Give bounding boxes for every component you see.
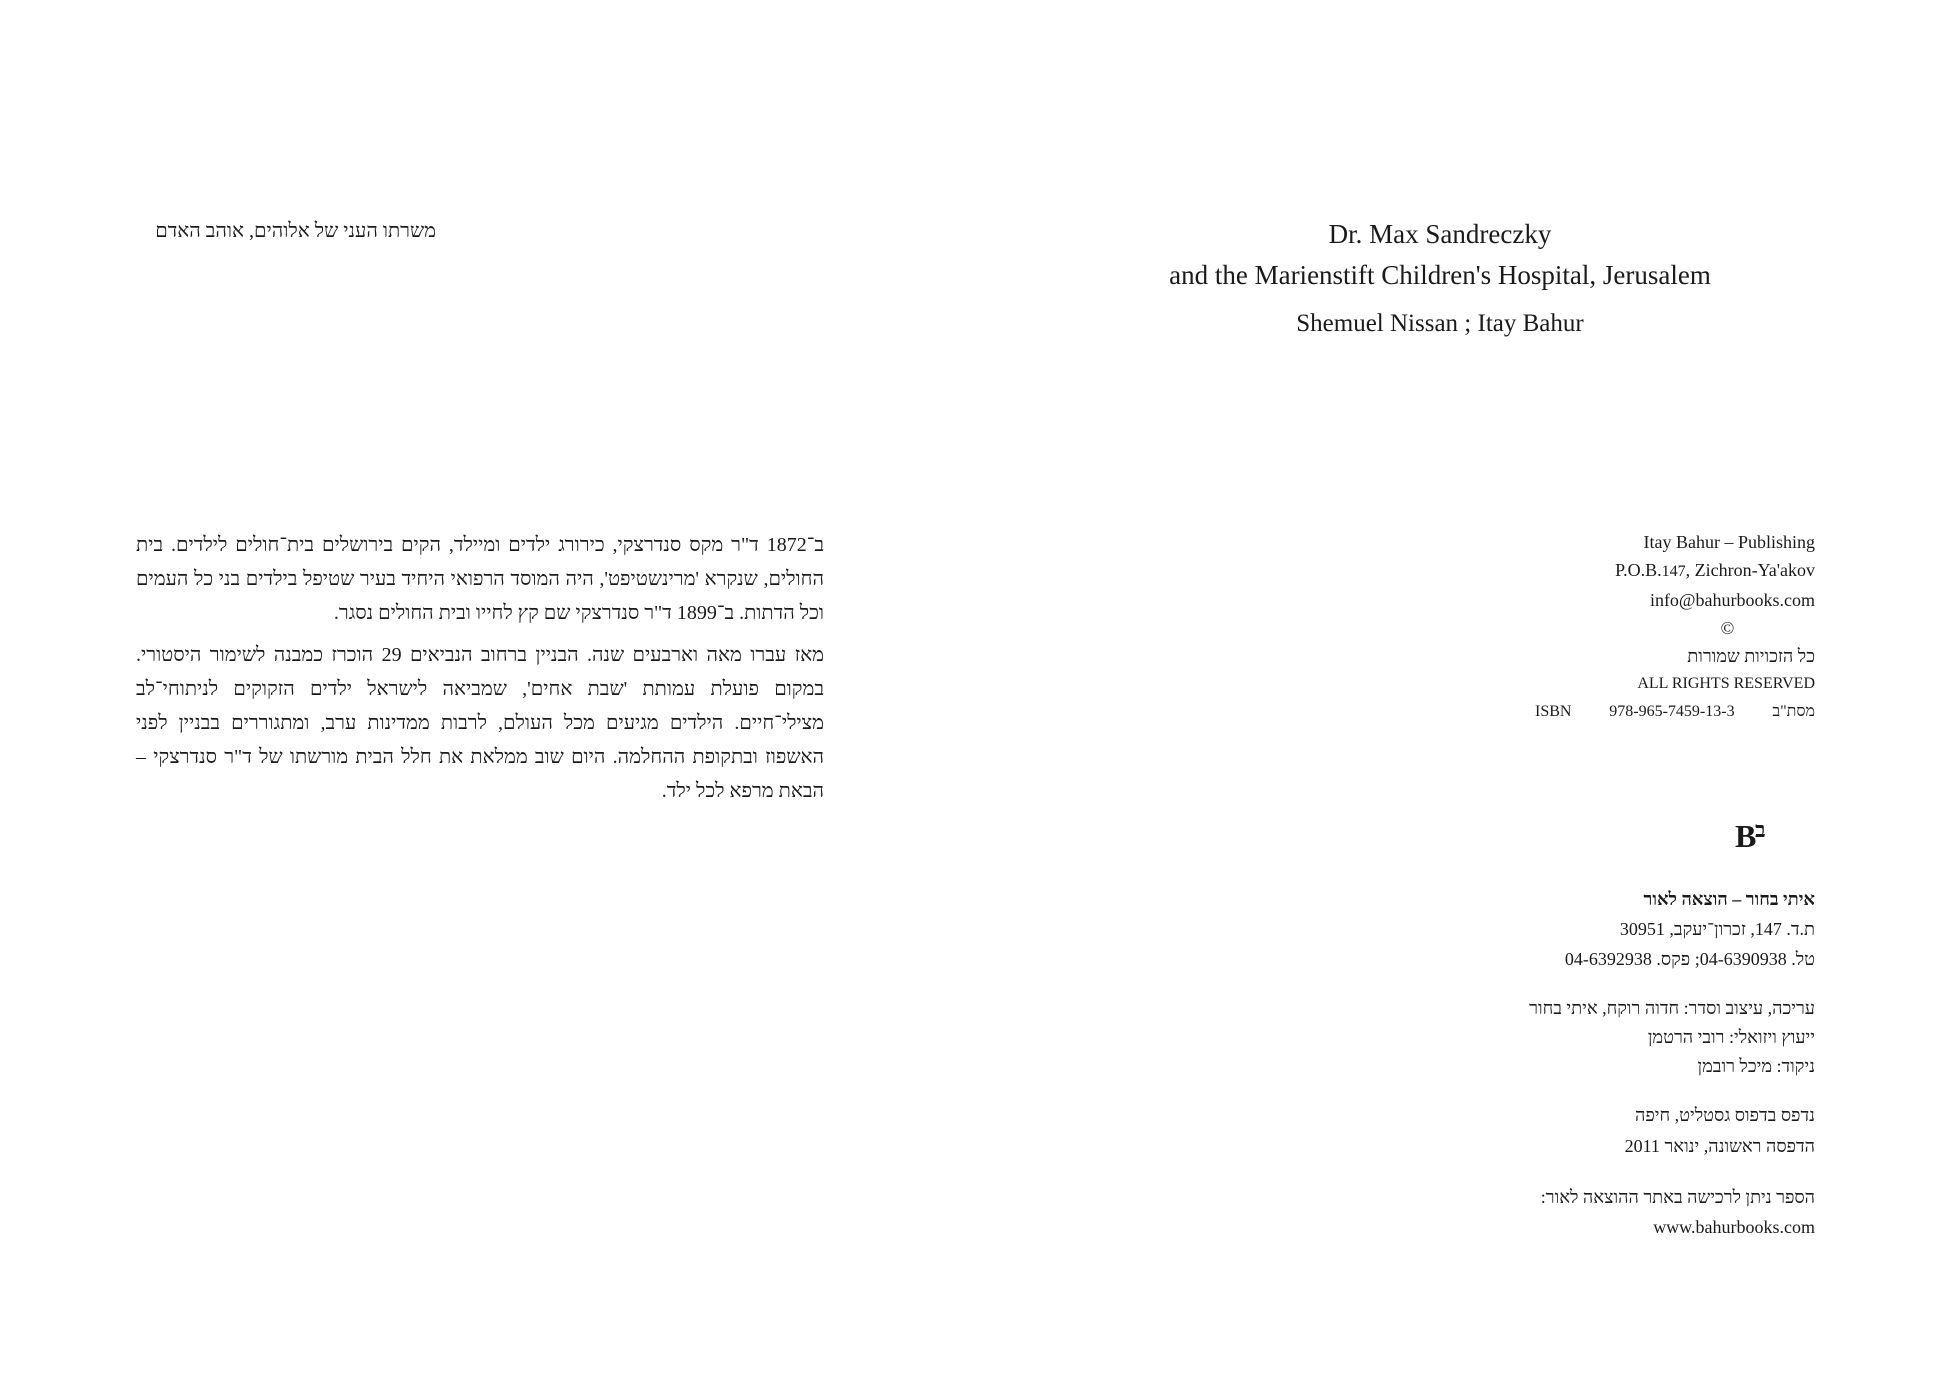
isbn-row bbox=[1535, 698, 1815, 726]
paragraph-present: מאז עברו מאה וארבעים שנה. הבניין ברחוב הנביאים 29 הוכרז כמבנה לשימור היסטורי. במקום פועלת עמותת 'שבת אחים', שמביאה לישראל ילדים הזקוקים לניתוחי־לב מצילי־חיים. הילדים מגיעים מכל העולם, לרבות ממדינות ערב, ומתגוררים בבניין לפני האשפוז ובתקופת ההחלמה. היום שוב ממלאת את חלל הבית מורשתו של ד"ר סנדרצקי – הבאת מרפא לכל ילד. bbox=[136, 644, 825, 802]
printer-he: נדפס בדפוס גסטליט, חיפה bbox=[1634, 1105, 1815, 1125]
publisher-email: info@bahurbooks.com bbox=[1649, 590, 1815, 610]
publisher-name-en: Itay Bahur – Publishing bbox=[1643, 532, 1815, 552]
publisher-logo bbox=[1735, 818, 1775, 854]
hebrew-publisher-info bbox=[1460, 884, 1815, 974]
logo-hebrew-letter: ב bbox=[1755, 817, 1766, 842]
credit-proofreading: ניקוד: מיכל רובמן bbox=[1697, 1056, 1815, 1076]
phone-fax-he: טל. 04-6390938; פקס. 04-6392938 bbox=[1564, 949, 1815, 969]
isbn-number: 978-965-7459-13-3 bbox=[1609, 703, 1735, 720]
website-url: www.bahurbooks.com bbox=[1653, 1217, 1815, 1237]
paragraph-history: ב־1872 ד"ר מקס סנדרצקי, כירורג ילדים ומיילד, הקים בירושלים בית־חולים לילדים. בית החולים, שנקרא 'מרינשטיפט', היה המוסד הרפואי היחיד בעיר שטיפל בילדים בני כל העמים וכל הדתות. ב־1899 ד"ר סנדרצקי שם קץ לחייו ובית החולים נסגר. bbox=[136, 534, 824, 624]
copyright-symbol: © bbox=[1720, 618, 1735, 638]
hebrew-tagline: משרתו העני של אלוהים, אוהב האדם bbox=[155, 220, 436, 242]
hebrew-body-text bbox=[136, 528, 824, 816]
book-title bbox=[1130, 214, 1750, 296]
publisher-name-he: איתי בחור – הוצאה לאור bbox=[1643, 889, 1815, 909]
po-box-en: P.O.B.147, Zichron-Ya'akov bbox=[1615, 560, 1815, 580]
purchase-note-he: הספר ניתן לרכישה באתר ההוצאה לאור: bbox=[1540, 1187, 1815, 1207]
book-authors: Shemuel Nissan ; Itay Bahur bbox=[1296, 310, 1584, 337]
title-line-2: and the Marienstift Children's Hospital, Jerusalem bbox=[1169, 260, 1711, 290]
credit-editing: עריכה, עיצוב וסדר: חדוה רוקח, איתי בחור bbox=[1529, 998, 1815, 1018]
title-line-1: Dr. Max Sandreczky bbox=[1328, 219, 1552, 249]
english-colophon bbox=[1460, 528, 1815, 726]
right-page bbox=[980, 0, 1960, 1396]
edition-he: הדפסה ראשונה, ינואר 2011 bbox=[1624, 1136, 1815, 1156]
logo-latin-letter: B bbox=[1735, 818, 1757, 854]
rights-reserved-en: ALL RIGHTS RESERVED bbox=[1637, 675, 1815, 692]
address-he: ת.ד. 147, זכרון־יעקב, 30951 bbox=[1619, 919, 1815, 939]
isbn-label-he: מסת"ב bbox=[1772, 703, 1815, 720]
isbn-label: ISBN bbox=[1535, 703, 1572, 720]
credit-visual: ייעוץ ויזואלי: רובי הרטמן bbox=[1647, 1027, 1815, 1047]
website-info bbox=[1460, 1182, 1815, 1242]
rights-reserved-he: כל הזכויות שמורות bbox=[1687, 646, 1815, 666]
production-credits bbox=[1460, 994, 1815, 1081]
print-info bbox=[1460, 1100, 1815, 1162]
